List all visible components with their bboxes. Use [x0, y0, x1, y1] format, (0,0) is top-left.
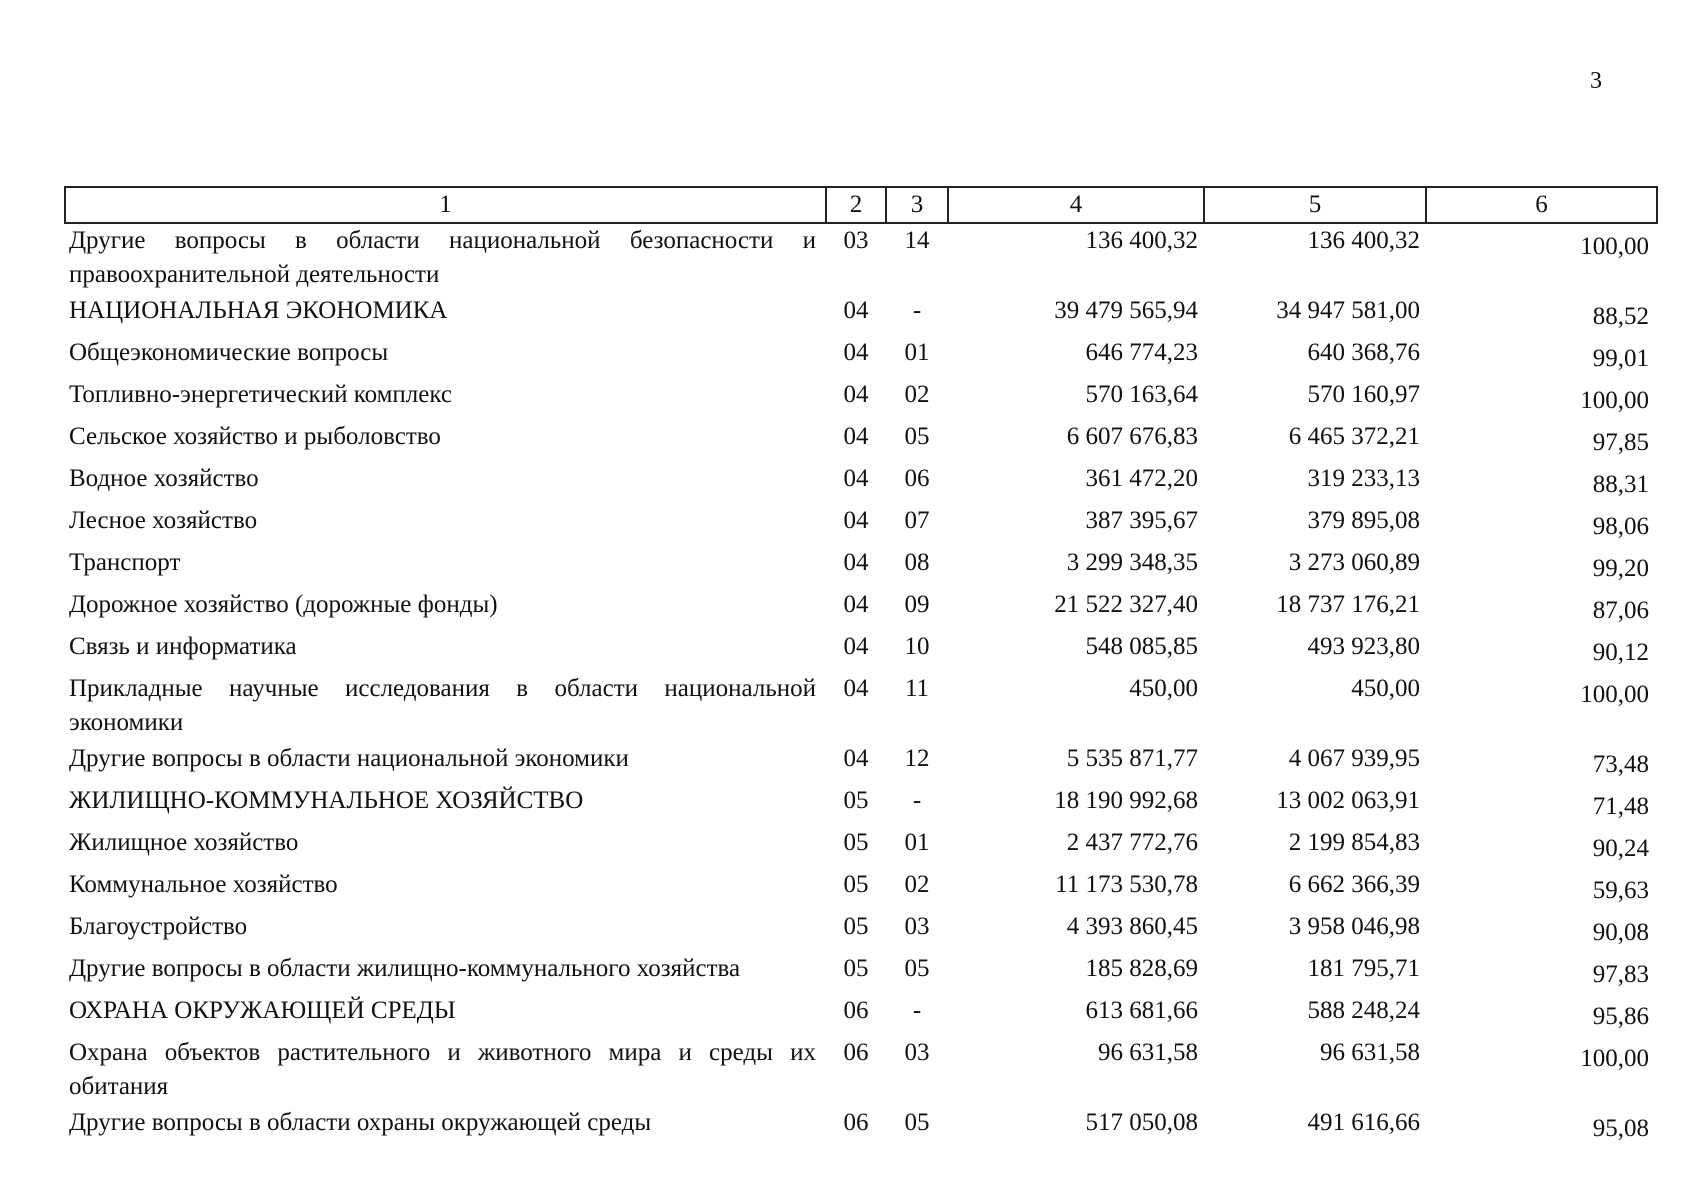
page-number: 3 — [1590, 68, 1602, 94]
row-name: Коммунальное хозяйство — [69, 871, 338, 898]
row-planned-amount: 613 681,66 — [1085, 997, 1198, 1024]
row-execution-percent: 71,48 — [1592, 793, 1649, 820]
row-planned-amount: 136 400,32 — [1085, 227, 1198, 254]
row-execution-percent: 100,00 — [1580, 233, 1649, 260]
row-subsection-code: 02 — [904, 381, 930, 408]
row-execution-percent: 99,01 — [1592, 345, 1649, 372]
table-row — [65, 868, 1657, 910]
row-subsection-code: - — [912, 297, 922, 324]
table-row — [65, 1036, 1657, 1106]
row-execution-percent: 90,08 — [1592, 919, 1649, 946]
row-subsection-code: 07 — [904, 507, 930, 534]
row-section-code: 04 — [843, 339, 869, 366]
table-row — [65, 630, 1657, 672]
row-execution-percent: 99,20 — [1592, 555, 1649, 582]
table-row — [65, 378, 1657, 420]
row-section-code: 06 — [843, 1109, 869, 1136]
table-row — [65, 420, 1657, 462]
row-planned-amount: 646 774,23 — [1085, 339, 1198, 366]
table-row — [65, 1106, 1657, 1148]
row-execution-percent: 90,24 — [1592, 835, 1649, 862]
table-row — [65, 784, 1657, 826]
row-actual-amount: 640 368,76 — [1307, 339, 1420, 366]
row-name: ЖИЛИЩНО-КОММУНАЛЬНОЕ ХОЗЯЙСТВО — [69, 787, 584, 814]
row-section-code: 05 — [843, 829, 869, 856]
budget-table — [64, 186, 1658, 1148]
row-section-code: 04 — [843, 633, 869, 660]
row-actual-amount: 493 923,80 — [1307, 633, 1420, 660]
row-execution-percent: 95,08 — [1592, 1115, 1649, 1142]
row-subsection-code: 01 — [904, 829, 930, 856]
row-subsection-code: 05 — [904, 423, 930, 450]
row-execution-percent: 100,00 — [1580, 681, 1649, 708]
table-row — [65, 588, 1657, 630]
row-execution-percent: 90,12 — [1592, 639, 1649, 666]
row-planned-amount: 18 190 992,68 — [1054, 787, 1198, 814]
table-header — [65, 187, 1657, 223]
row-subsection-code: 01 — [904, 339, 930, 366]
row-section-code: 04 — [843, 507, 869, 534]
row-actual-amount: 570 160,97 — [1307, 381, 1420, 408]
budget-table-container — [64, 186, 1656, 1148]
row-name: Охрана объектов растительного и животного мира и среды их обитания — [69, 1039, 816, 1100]
table-row — [65, 336, 1657, 378]
header-col-1: 1 — [65, 187, 826, 223]
row-planned-amount: 570 163,64 — [1085, 381, 1198, 408]
row-planned-amount: 2 437 772,76 — [1066, 829, 1198, 856]
row-planned-amount: 4 393 860,45 — [1066, 913, 1198, 940]
row-section-code: 03 — [843, 227, 869, 254]
row-section-code: 05 — [843, 787, 869, 814]
row-name: Общеэкономические вопросы — [69, 339, 389, 366]
table-row — [65, 742, 1657, 784]
header-col-6: 6 — [1426, 187, 1657, 223]
row-name: Дорожное хозяйство (дорожные фонды) — [69, 591, 498, 618]
row-subsection-code: 05 — [904, 1109, 930, 1136]
row-actual-amount: 379 895,08 — [1307, 507, 1420, 534]
row-planned-amount: 185 828,69 — [1085, 955, 1198, 982]
row-actual-amount: 13 002 063,91 — [1276, 787, 1420, 814]
row-actual-amount: 450,00 — [1351, 675, 1420, 702]
row-planned-amount: 450,00 — [1129, 675, 1198, 702]
row-section-code: 05 — [843, 913, 869, 940]
row-subsection-code: 03 — [904, 1039, 930, 1066]
row-actual-amount: 2 199 854,83 — [1288, 829, 1420, 856]
row-execution-percent: 59,63 — [1592, 877, 1649, 904]
row-planned-amount: 387 395,67 — [1085, 507, 1198, 534]
row-actual-amount: 319 233,13 — [1307, 465, 1420, 492]
row-section-code: 05 — [843, 871, 869, 898]
header-row — [65, 187, 1657, 223]
row-planned-amount: 361 472,20 — [1085, 465, 1198, 492]
row-name: Жилищное хозяйство — [69, 829, 299, 856]
row-name: Сельское хозяйство и рыболовство — [69, 423, 441, 450]
row-subsection-code: 11 — [904, 675, 930, 702]
row-execution-percent: 88,52 — [1592, 303, 1649, 330]
row-planned-amount: 517 050,08 — [1085, 1109, 1198, 1136]
row-subsection-code: 02 — [904, 871, 930, 898]
row-section-code: 06 — [843, 997, 869, 1024]
row-planned-amount: 6 607 676,83 — [1066, 423, 1198, 450]
row-subsection-code: 14 — [904, 227, 930, 254]
row-actual-amount: 6 662 366,39 — [1288, 871, 1420, 898]
row-subsection-code: 06 — [904, 465, 930, 492]
row-subsection-code: 03 — [904, 913, 930, 940]
row-subsection-code: 10 — [904, 633, 930, 660]
table-row — [65, 294, 1657, 336]
row-planned-amount: 39 479 565,94 — [1054, 297, 1198, 324]
table-row — [65, 994, 1657, 1036]
row-name: Благоустройство — [69, 913, 248, 940]
row-name: НАЦИОНАЛЬНАЯ ЭКОНОМИКА — [69, 297, 448, 324]
row-execution-percent: 95,86 — [1592, 1003, 1649, 1030]
table-row — [65, 462, 1657, 504]
table-body — [65, 223, 1657, 1148]
row-section-code: 04 — [843, 465, 869, 492]
row-subsection-code: 08 — [904, 549, 930, 576]
row-section-code: 05 — [843, 955, 869, 982]
row-section-code: 04 — [843, 381, 869, 408]
row-name: Другие вопросы в области охраны окружающей среды — [69, 1109, 652, 1136]
row-subsection-code: 12 — [904, 745, 930, 772]
header-col-5: 5 — [1204, 187, 1426, 223]
row-actual-amount: 136 400,32 — [1307, 227, 1420, 254]
row-section-code: 04 — [843, 591, 869, 618]
table-row — [65, 826, 1657, 868]
row-name: Транспорт — [69, 549, 181, 576]
table-row — [65, 910, 1657, 952]
row-name: Связь и информатика — [69, 633, 297, 660]
table-row — [65, 672, 1657, 742]
row-name: ОХРАНА ОКРУЖАЮЩЕЙ СРЕДЫ — [69, 997, 456, 1024]
row-section-code: 04 — [843, 549, 869, 576]
row-section-code: 04 — [843, 423, 869, 450]
row-name: Топливно-энергетический комплекс — [69, 381, 452, 408]
header-col-3: 3 — [886, 187, 948, 223]
table-row — [65, 546, 1657, 588]
row-name: Прикладные научные исследования в области национальной экономики — [69, 675, 816, 736]
header-col-4: 4 — [948, 187, 1204, 223]
row-subsection-code: 05 — [904, 955, 930, 982]
row-execution-percent: 97,85 — [1592, 429, 1649, 456]
row-planned-amount: 21 522 327,40 — [1054, 591, 1198, 618]
row-actual-amount: 3 958 046,98 — [1288, 913, 1420, 940]
row-actual-amount: 96 631,58 — [1320, 1039, 1420, 1066]
row-name: Другие вопросы в области жилищно-коммунального хозяйства — [69, 955, 741, 982]
row-name: Другие вопросы в области национальной экономики — [69, 745, 629, 772]
row-actual-amount: 588 248,24 — [1307, 997, 1420, 1024]
row-name: Водное хозяйство — [69, 465, 259, 492]
row-actual-amount: 4 067 939,95 — [1288, 745, 1420, 772]
row-actual-amount: 34 947 581,00 — [1276, 297, 1420, 324]
row-name: Другие вопросы в области национальной безопасности и правоохранительной деятельности — [69, 227, 816, 288]
row-subsection-code: - — [912, 787, 922, 814]
table-row — [65, 223, 1657, 294]
row-actual-amount: 6 465 372,21 — [1288, 423, 1420, 450]
row-actual-amount: 3 273 060,89 — [1288, 549, 1420, 576]
row-section-code: 06 — [843, 1039, 869, 1066]
row-actual-amount: 18 737 176,21 — [1276, 591, 1420, 618]
row-planned-amount: 5 535 871,77 — [1066, 745, 1198, 772]
row-execution-percent: 88,31 — [1592, 471, 1649, 498]
row-subsection-code: 09 — [904, 591, 930, 618]
row-subsection-code: - — [912, 997, 922, 1024]
row-execution-percent: 100,00 — [1580, 387, 1649, 414]
row-execution-percent: 87,06 — [1592, 597, 1649, 624]
row-section-code: 04 — [843, 745, 869, 772]
header-col-2: 2 — [826, 187, 886, 223]
row-planned-amount: 3 299 348,35 — [1066, 549, 1198, 576]
row-execution-percent: 98,06 — [1592, 513, 1649, 540]
row-planned-amount: 548 085,85 — [1085, 633, 1198, 660]
row-name: Лесное хозяйство — [69, 507, 258, 534]
row-planned-amount: 96 631,58 — [1098, 1039, 1198, 1066]
row-section-code: 04 — [843, 675, 869, 702]
row-execution-percent: 100,00 — [1580, 1045, 1649, 1072]
row-section-code: 04 — [843, 297, 869, 324]
row-execution-percent: 73,48 — [1592, 751, 1649, 778]
row-planned-amount: 11 173 530,78 — [1055, 871, 1198, 898]
table-row — [65, 952, 1657, 994]
row-execution-percent: 97,83 — [1592, 961, 1649, 988]
table-row — [65, 504, 1657, 546]
row-actual-amount: 181 795,71 — [1307, 955, 1420, 982]
row-actual-amount: 491 616,66 — [1307, 1109, 1420, 1136]
